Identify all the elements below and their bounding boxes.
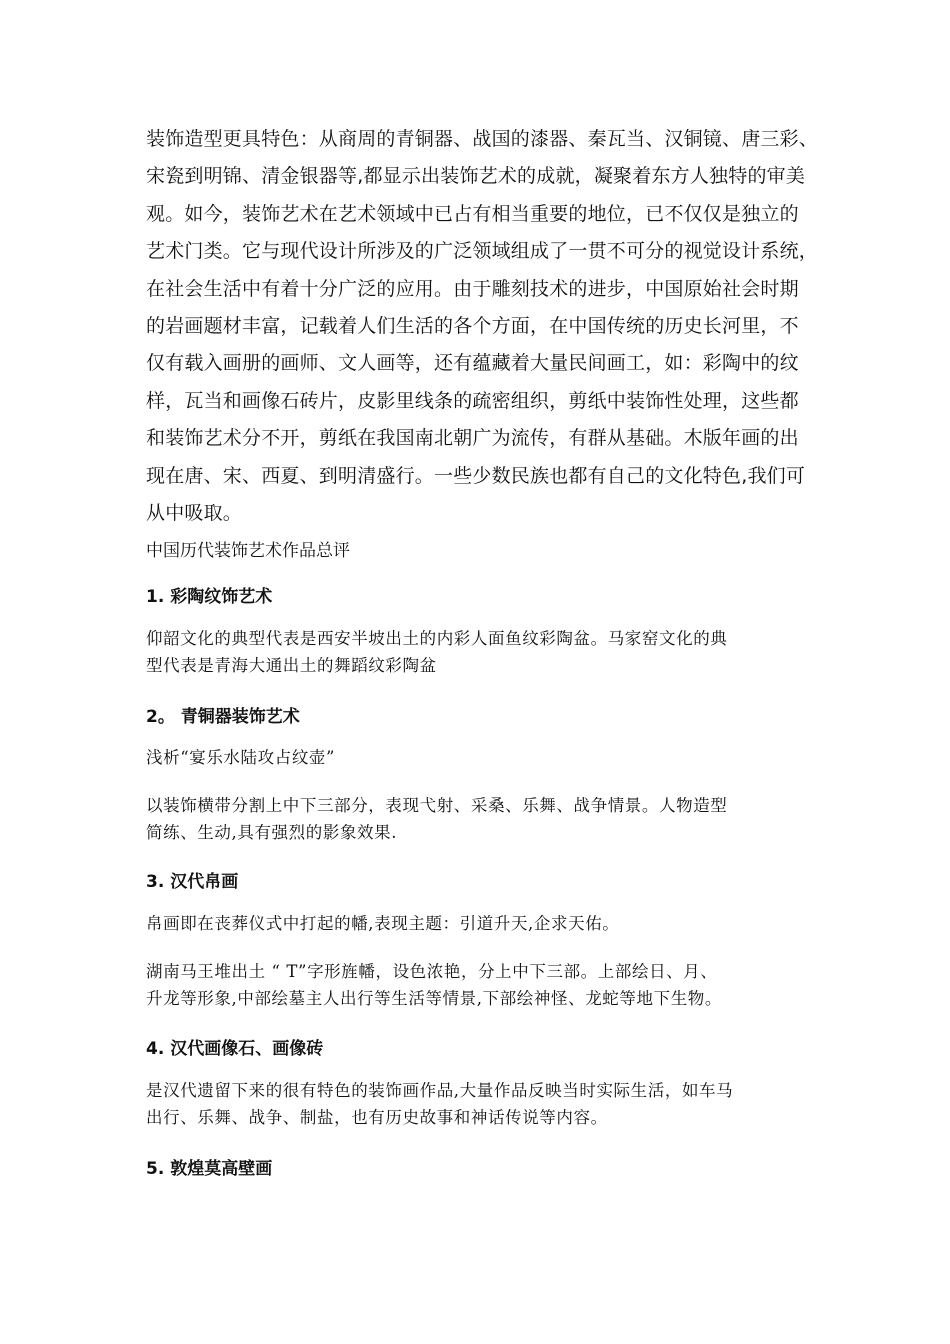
paragraph-bronze-detail: [146, 792, 727, 846]
intro-line: 观。如今，装饰艺术在艺术领域中已占有相当重要的地位，已不仅仅是独立的: [146, 202, 799, 225]
intro-line: 装饰造型更具特色：从商周的青铜器、战国的漆器、秦瓦当、汉铜镜、唐三彩、: [146, 128, 819, 150]
heading-painted-pottery: 1. 彩陶纹饰艺术: [146, 587, 273, 607]
paragraph-silk-painting-intro: [146, 910, 619, 937]
heading-han-stone-reliefs: 4. 汉代画像石、画像砖: [146, 1039, 324, 1059]
paragraph-painted-pottery: [146, 625, 727, 679]
heading-han-silk-painting: 3. 汉代帛画: [146, 872, 239, 892]
paragraph-line: 湖南马王堆出土 “ T”字形旌幡，设色浓艳，分上中下三部。上部绘日、月、: [146, 962, 718, 981]
paragraph-line: 升龙等形象,中部绘墓主人出行等生活等情景,下部绘神怪、龙蛇等地下生物。: [146, 989, 722, 1008]
intro-line: 在社会生活中有着十分广泛的应用。由于雕刻技术的进步，中国原始社会时期: [146, 277, 799, 300]
heading-bronze-ware: 2。 青铜器装饰艺术: [146, 707, 300, 727]
intro-line: 仅有载入画册的画师、文人画等，还有蕴藏着大量民间画工，如：彩陶中的纹: [146, 352, 799, 375]
paragraph-line: 是汉代遗留下来的很有特色的装饰画作品,大量作品反映当时实际生活，如车马: [146, 1081, 734, 1100]
paragraph-line: 简练、生动,具有强烈的影象效果.: [146, 823, 398, 842]
paragraph-bronze-intro: [146, 744, 335, 771]
paragraph-line: 出行、乐舞、战争、制盐，也有历史故事和神话传说等内容。: [146, 1108, 608, 1127]
intro-line: 和装饰艺术分不开，剪纸在我国南北朝广为流传，有群从基础。木版年画的出: [146, 427, 799, 450]
paragraph-stone-reliefs: [146, 1077, 733, 1131]
paragraph-line: 型代表是青海大通出土的舞蹈纹彩陶盆: [146, 656, 437, 675]
heading-dunhuang-murals: 5. 敦煌莫高壁画: [146, 1159, 273, 1179]
intro-line: 样，瓦当和画像石砖片，皮影里线条的疏密组织，剪纸中装饰性处理，这些都: [146, 389, 799, 412]
paragraph-line: 帛画即在丧葬仪式中打起的幡,表现主题：引道升天,企求天佑。: [146, 914, 620, 933]
paragraph-line: 以装饰横带分割上中下三部分，表现弋射、采桑、乐舞、战争情景。人物造型: [146, 796, 728, 815]
intro-paragraph: [146, 121, 836, 532]
paragraph-line: 浅析“宴乐水陆攻占纹壶”: [146, 748, 336, 767]
intro-line: 现在唐、宋、西夏、到明清盛行。一些少数民族也都有自己的文化特色,我们可: [146, 464, 806, 487]
intro-line: 的岩画题材丰富，记载着人们生活的各个方面，在中国传统的历史长河里，不: [146, 314, 799, 337]
intro-line: 艺术门类。它与现代设计所涉及的广泛领域组成了一贯不可分的视觉设计系统，: [146, 240, 819, 263]
paragraph-silk-painting-detail: [146, 958, 722, 1012]
section-title: 中国历代装饰艺术作品总评: [146, 541, 350, 561]
intro-line: 从中吸取。: [146, 501, 243, 524]
paragraph-line: 仰韶文化的典型代表是西安半坡出土的内彩人面鱼纹彩陶盆。马家窑文化的典: [146, 629, 728, 648]
intro-line: 宋瓷到明锦、清金银器等,都显示出装饰艺术的成就，凝聚着东方人独特的审美: [146, 165, 806, 188]
